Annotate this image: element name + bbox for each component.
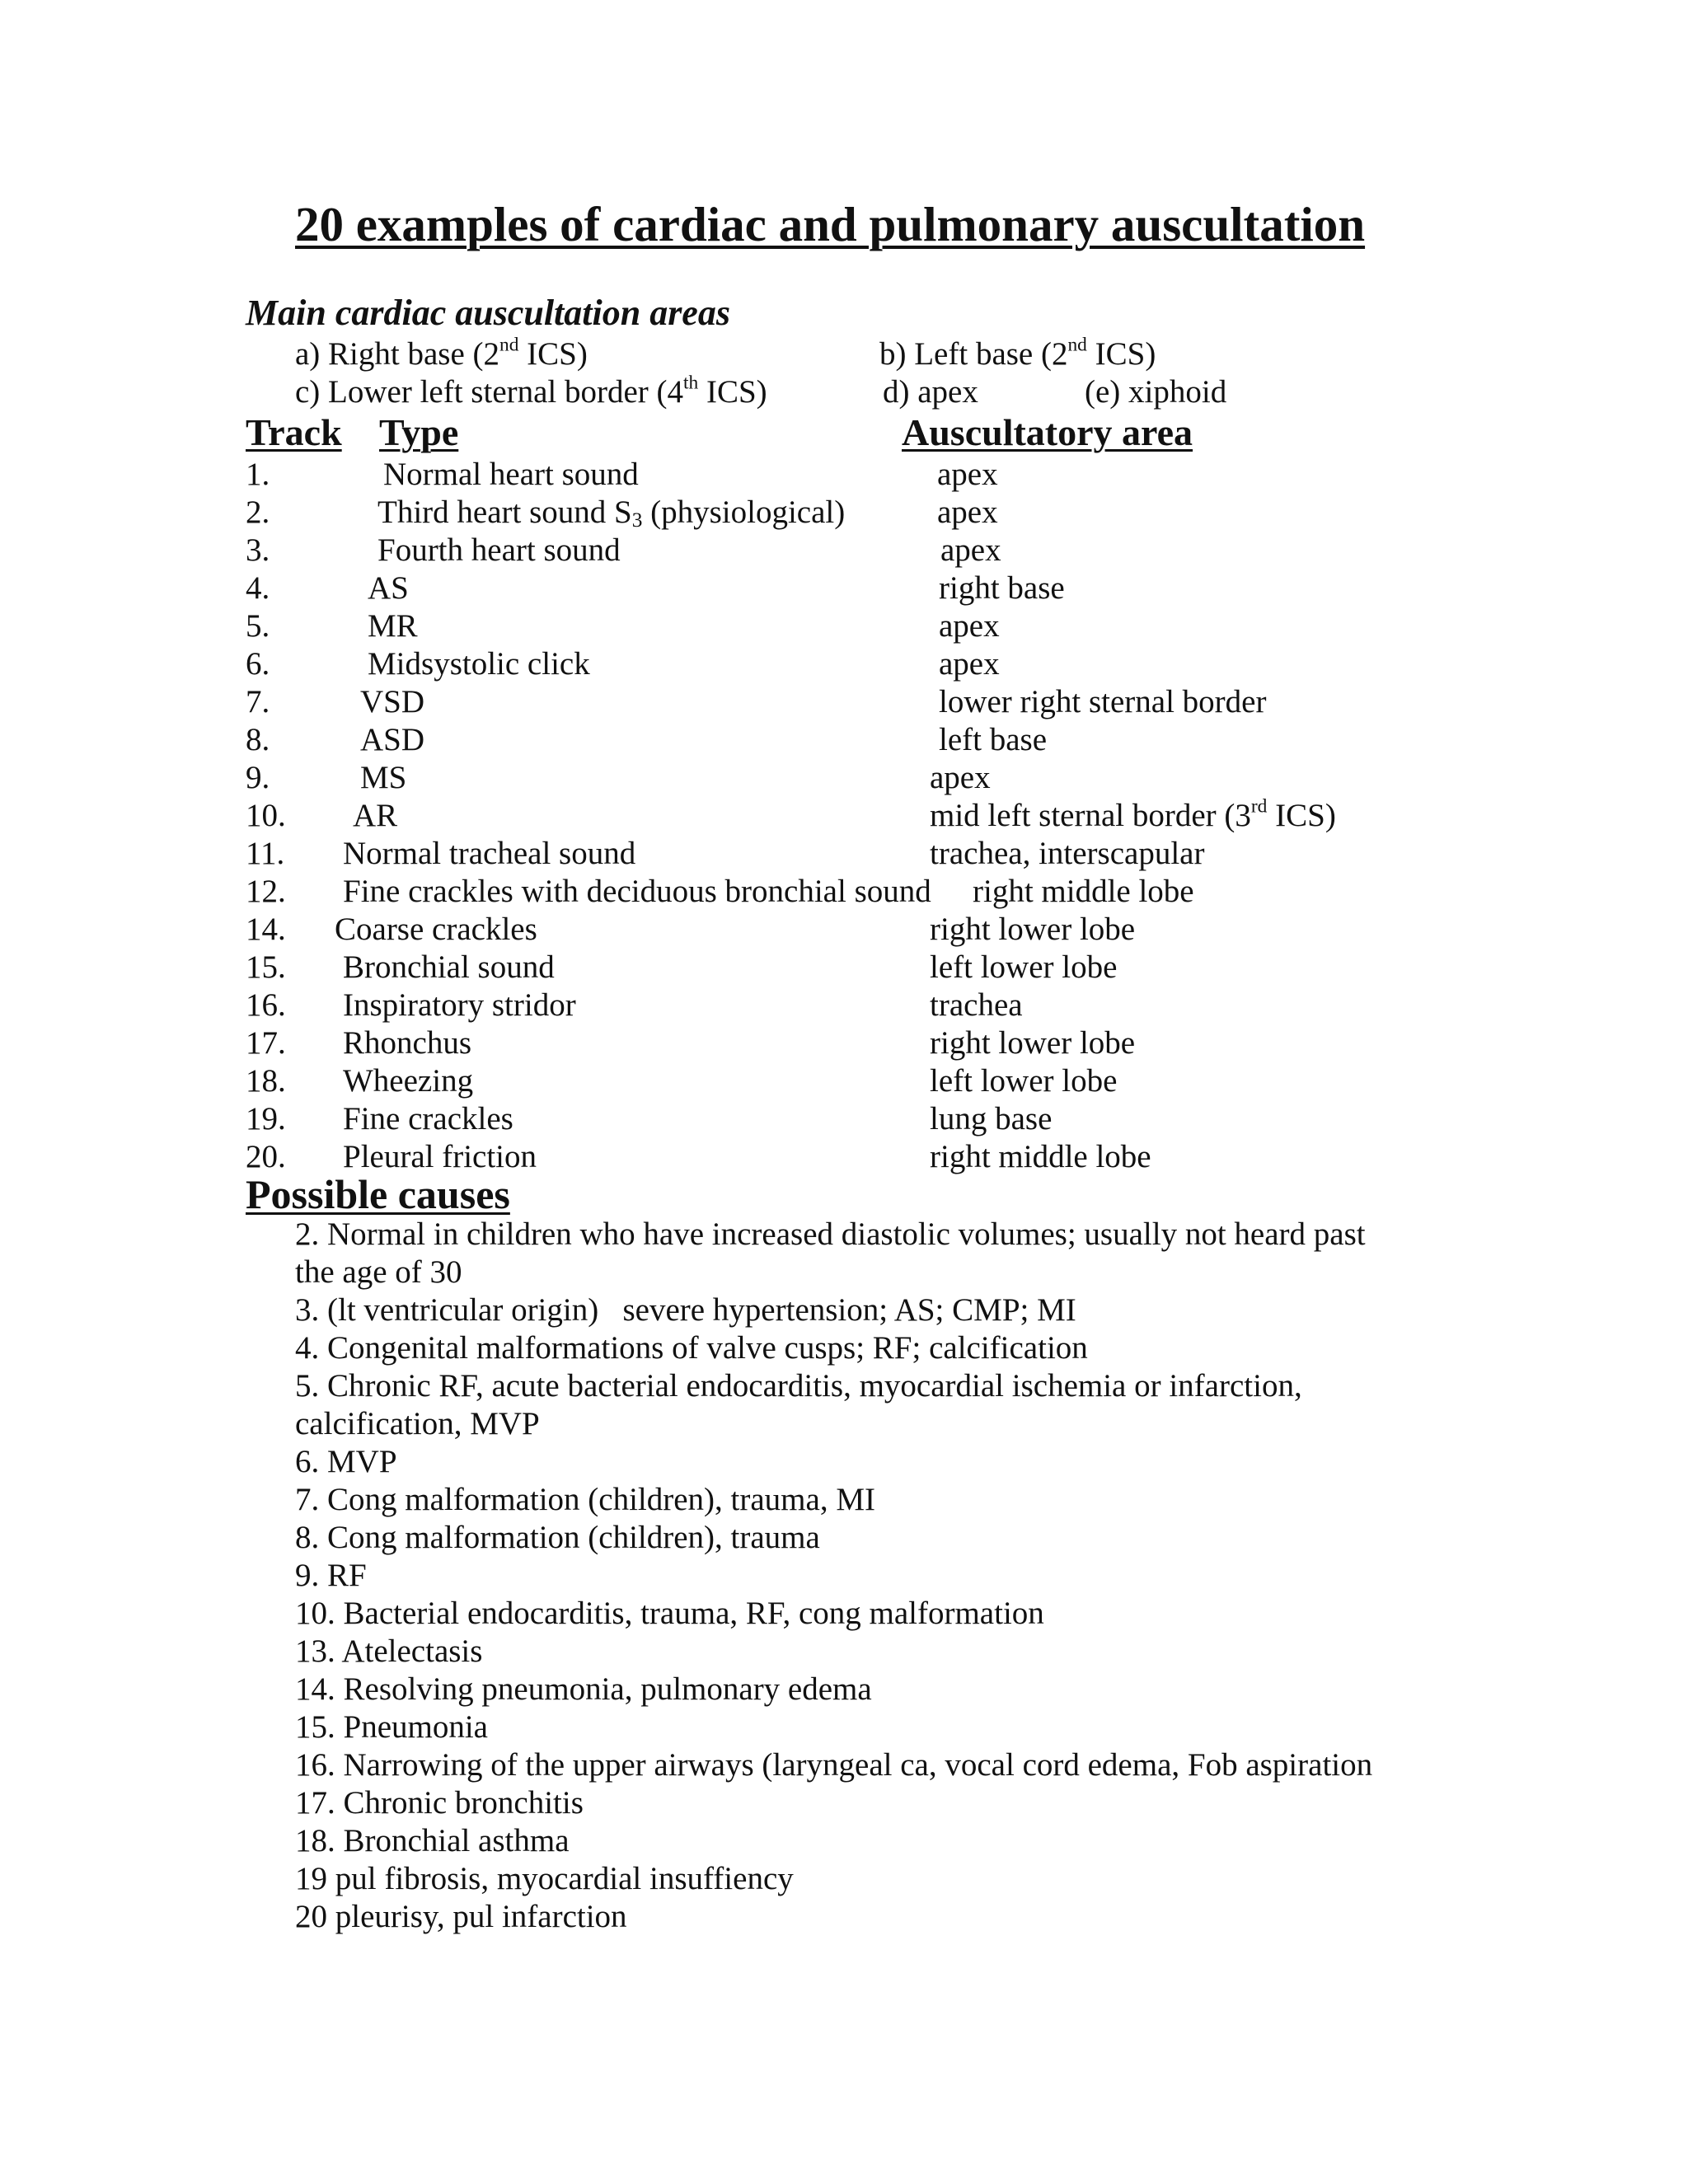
track-number: 8. [246,722,270,757]
cause-line: 20 pleurisy, pul infarction [295,1899,627,1934]
area-d: d) apex [883,374,978,410]
cause-line: 17. Chronic bronchitis [295,1785,584,1821]
cause-line: 10. Bacterial endocarditis, trauma, RF, cong malformation [295,1596,1044,1631]
area-c: c) Lower left sternal border (4th ICS) [295,372,767,410]
auscultatory-area: apex [940,532,1001,568]
cause-line: calcification, MVP [295,1406,540,1441]
cause-line: 14. Resolving pneumonia, pulmonary edema [295,1671,872,1707]
header-type: Type [379,411,459,453]
auscultatory-area: trachea, interscapular [930,836,1205,871]
track-number: 16. [246,987,286,1023]
sound-type: Wheezing [343,1063,474,1099]
track-number: 17. [246,1025,286,1061]
sound-type: Coarse crackles [335,912,537,947]
track-number: 4. [246,570,270,606]
areas-heading: Main cardiac auscultation areas [246,293,730,333]
auscultatory-area: trachea [930,987,1023,1023]
track-number: 15. [246,949,286,985]
sound-type: Bronchial sound [343,949,555,985]
area-e: (e) xiphoid [1085,374,1227,410]
track-number: 5. [246,608,270,644]
auscultatory-area: mid left sternal border (3rd ICS) [930,795,1336,833]
cause-line: 13. Atelectasis [295,1633,483,1669]
auscultatory-area: apex [939,608,1000,644]
track-number: 10. [246,798,286,833]
page-title: 20 examples of cardiac and pulmonary auscultation [295,197,1366,251]
track-number: 12. [246,874,286,909]
auscultatory-area: left base [939,722,1048,757]
auscultatory-area: right lower lobe [930,912,1136,947]
sound-type: Third heart sound $S_3$ (physiological) [377,494,846,532]
auscultatory-area: apex [937,494,998,530]
sound-type: Rhonchus [343,1025,471,1061]
auscultatory-area: apex [930,760,991,795]
cause-line: 18. Bronchial asthma [295,1823,570,1858]
sound-type: MS [360,760,407,795]
auscultatory-area: right lower lobe [930,1025,1136,1061]
cause-line: 19 pul fibrosis, myocardial insuffiency [295,1861,794,1896]
sound-type: MR [368,608,418,644]
cause-line: 3. (lt ventricular origin) severe hypertension; AS; CMP; MI [295,1292,1076,1328]
sound-type: AS [368,570,409,606]
cause-line: 9. RF [295,1558,367,1593]
track-number: 6. [246,646,270,682]
auscultatory-area: apex [939,646,1000,682]
auscultatory-area: lower right sternal border [939,684,1267,719]
auscultatory-area: right middle lobe [973,874,1194,909]
track-number: 18. [246,1063,286,1099]
auscultatory-area: left lower lobe [930,949,1118,985]
auscultatory-area: right base [939,570,1065,606]
cause-line: the age of 30 [295,1254,462,1290]
auscultatory-area: apex [937,457,998,492]
area-a: a) Right base (2nd ICS) [295,334,588,372]
track-number: 2. [246,494,270,530]
header-track: Track [246,411,342,453]
track-number: 9. [246,760,270,795]
sound-type: Inspiratory stridor [343,987,576,1023]
track-number: 19. [246,1101,286,1137]
auscultatory-area: left lower lobe [930,1063,1118,1099]
cause-line: 7. Cong malformation (children), trauma, MI [295,1482,875,1517]
sound-type: Fourth heart sound [377,532,621,568]
cause-line: 8. Cong malformation (children), trauma [295,1520,820,1555]
cause-line: 6. MVP [295,1444,397,1479]
track-number: 14. [246,912,286,947]
sound-type: Normal heart sound [383,457,639,492]
causes-heading: Possible causes [246,1171,510,1217]
track-number: 3. [246,532,270,568]
auscultatory-area: right middle lobe [930,1139,1151,1174]
sound-type: Normal tracheal sound [343,836,636,871]
area-b: b) Left base (2nd ICS) [879,334,1156,372]
track-number: 20. [246,1139,286,1174]
cause-line: 4. Congenital malformations of valve cusps; RF; calcification [295,1330,1088,1366]
cause-line: 16. Narrowing of the upper airways (laryngeal ca, vocal cord edema, Fob aspiration [295,1747,1373,1783]
sound-type: Midsystolic click [368,646,590,682]
header-area: Auscultatory area [902,411,1193,453]
sound-type: ASD [360,722,425,757]
track-number: 1. [246,457,270,492]
sound-type: Pleural friction [343,1139,537,1174]
cause-line: 5. Chronic RF, acute bacterial endocarditis, myocardial ischemia or infarction, [295,1368,1302,1404]
cause-line: 15. Pneumonia [295,1709,488,1745]
cause-line: 2. Normal in children who have increased diastolic volumes; usually not heard past [295,1216,1366,1252]
track-number: 11. [246,836,285,871]
sound-type: VSD [360,684,425,719]
sound-type: Fine crackles with deciduous bronchial sound [343,874,931,909]
sound-type: AR [353,798,398,833]
track-number: 7. [246,684,270,719]
auscultatory-area: lung base [930,1101,1053,1137]
sound-type: Fine crackles [343,1101,513,1137]
